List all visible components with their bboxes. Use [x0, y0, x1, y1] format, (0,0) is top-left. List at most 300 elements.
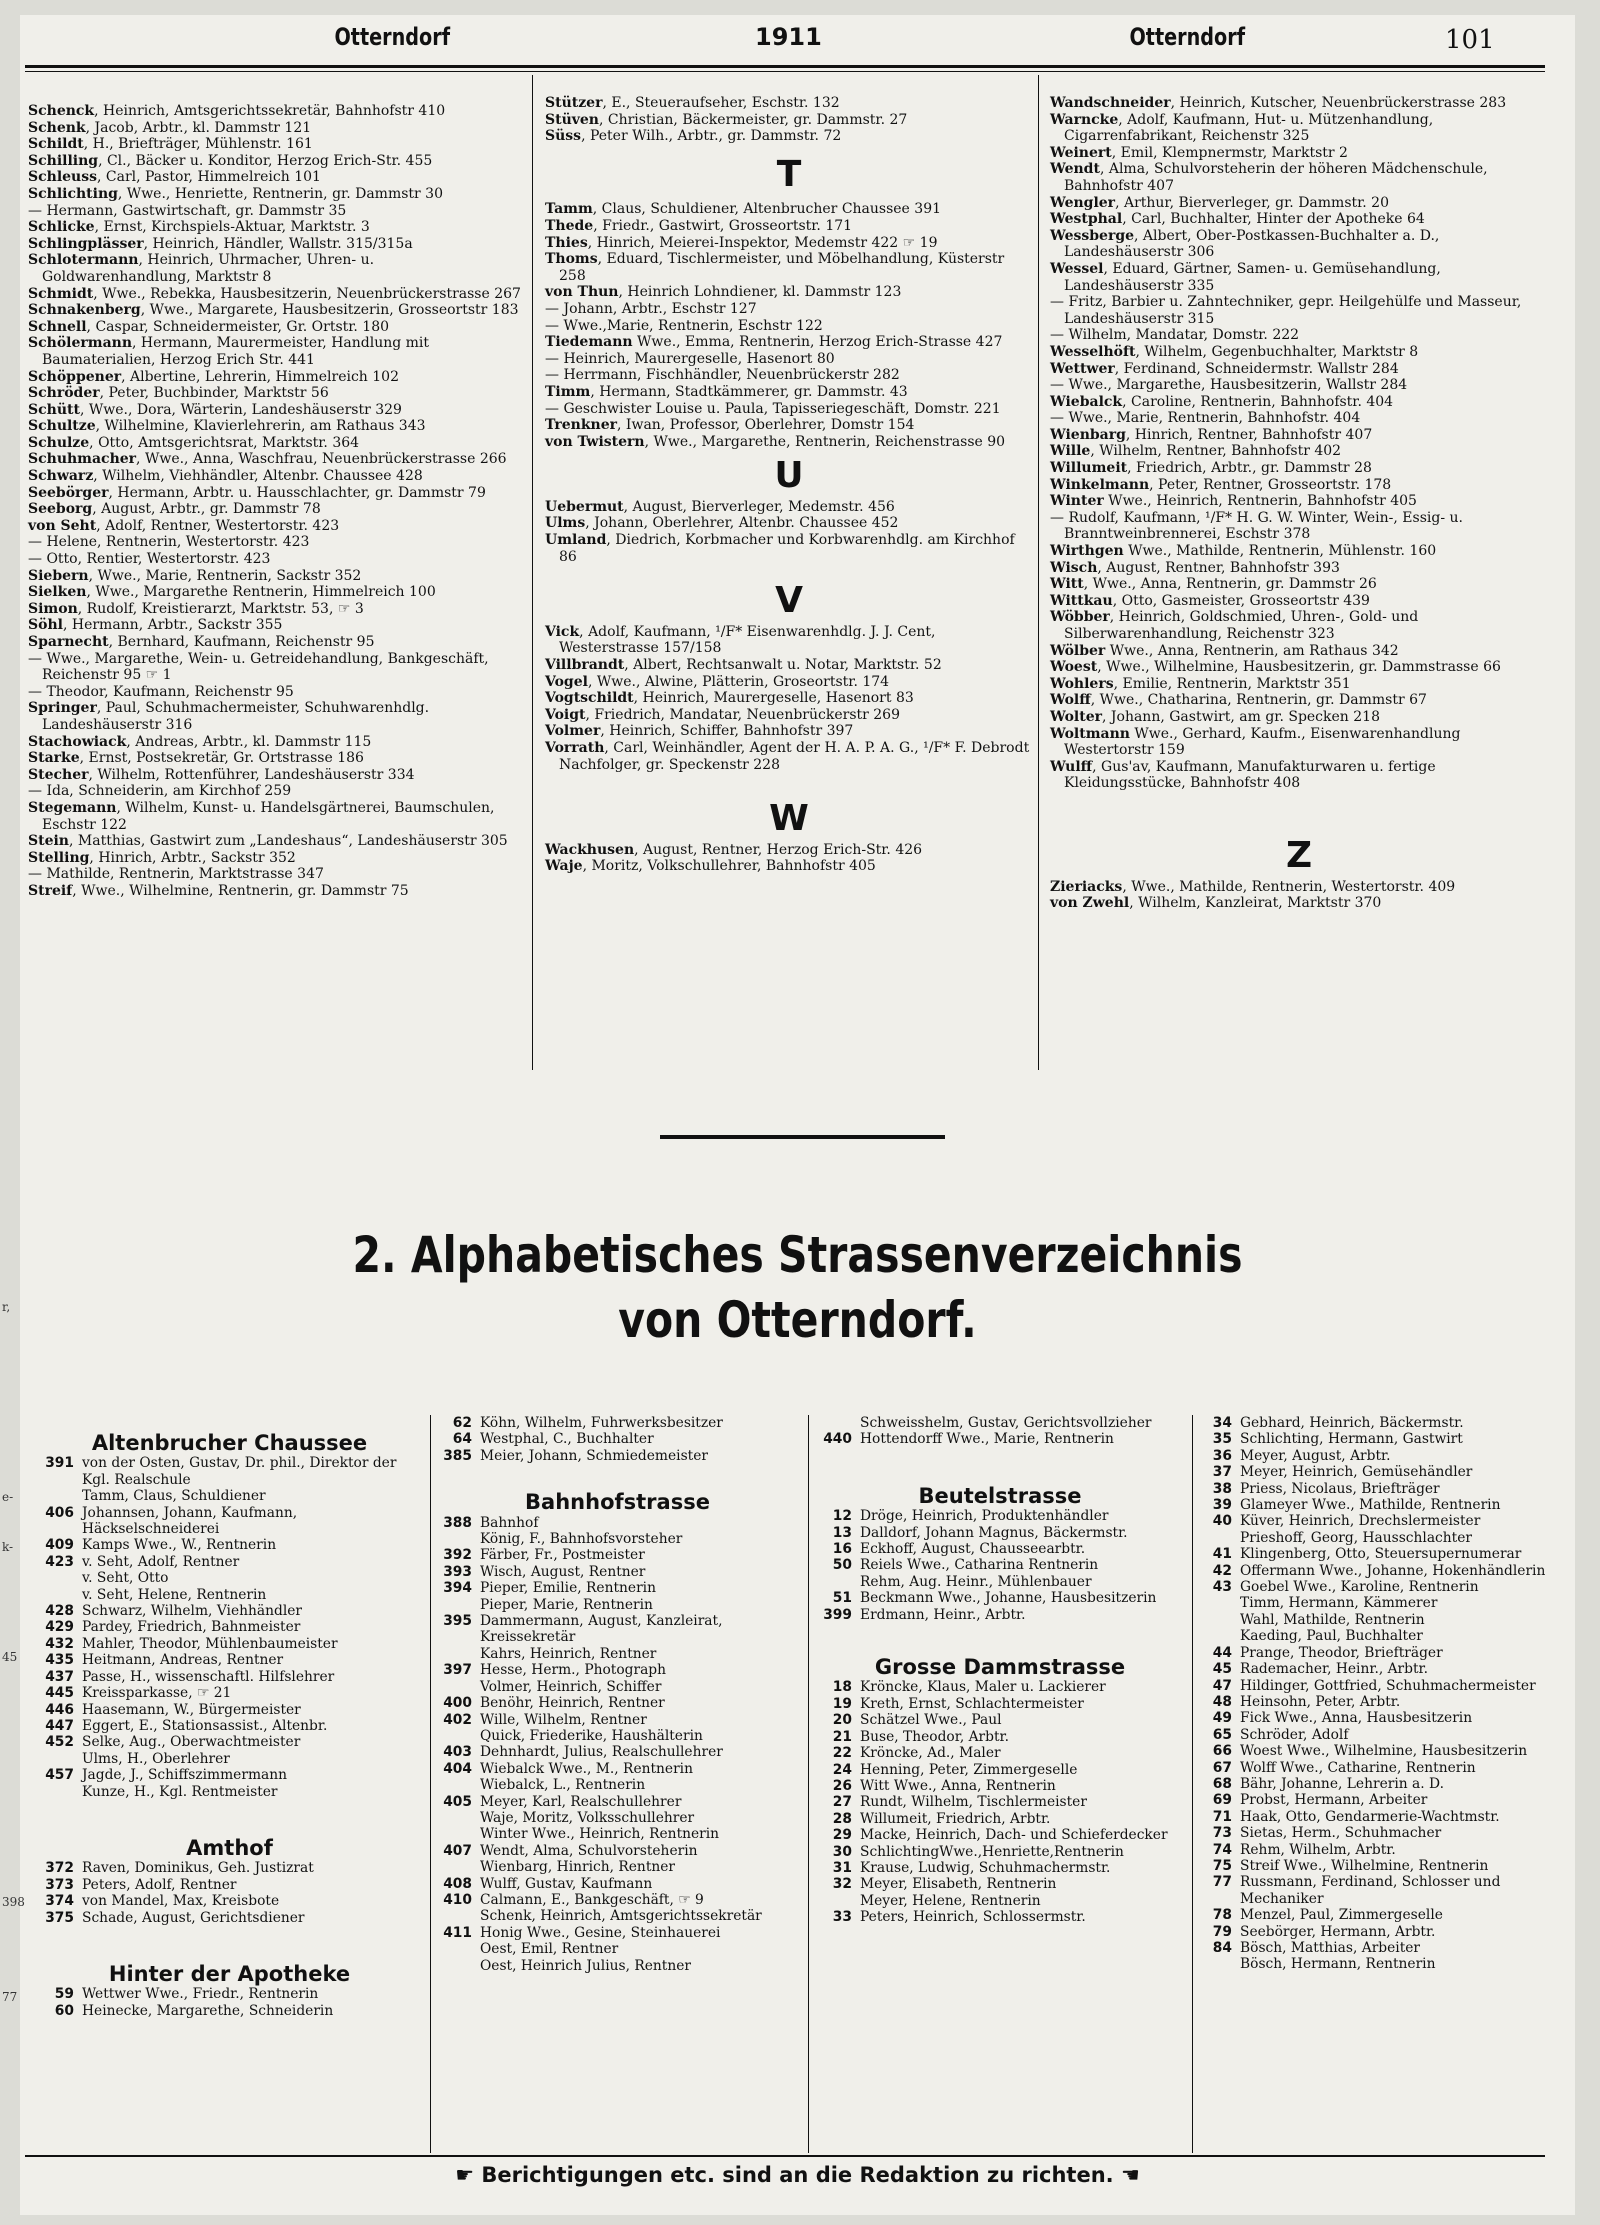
house-number: 410: [443, 1891, 472, 1908]
resident-details: , Ernst, Postsekretär, Gr. Ortstrasse 186: [79, 750, 364, 767]
street-house-row: [1190, 1956, 1570, 1972]
resident-surname: Wohlers: [1050, 675, 1114, 692]
resident-entry: [1050, 394, 1548, 411]
street-house-row: [1190, 1595, 1570, 1611]
resident-entry: [28, 418, 526, 435]
occupant: Wendt, Alma, Schulvorsteherin: [480, 1842, 698, 1859]
occupant: Jagde, J., Schiffszimmermann: [82, 1767, 288, 1784]
resident-entry: [1050, 427, 1548, 444]
resident-details: , Rudolf, Kreistierarzt, Marktstr. 53, ☞ 3: [77, 600, 364, 617]
resident-entry: [28, 203, 526, 220]
occupant: Fick Wwe., Anna, Hausbesitzerin: [1240, 1710, 1473, 1727]
street-house-row: [1190, 1612, 1570, 1628]
resident-entry: [1050, 161, 1548, 194]
street-house-row: [810, 1431, 1190, 1447]
resident-entry: [545, 401, 1033, 418]
resident-entry: [545, 499, 1033, 516]
resident-details: — Ida, Schneiderin, am Kirchhof 259: [28, 783, 292, 800]
resident-surname: Schütt: [28, 401, 80, 418]
resident-details: , Diedrich, Korbmacher und Korbwarenhdlg. am Kirchhof 86: [559, 532, 1015, 565]
house-number: [430, 1859, 480, 1875]
house-number: 41: [1212, 1546, 1232, 1563]
occupant: von Mandel, Max, Kreisbote: [82, 1893, 280, 1910]
resident-surname: Wettwer: [1050, 360, 1115, 377]
house-number: [430, 1810, 480, 1826]
resident-entry: [545, 674, 1033, 691]
street-house-row: [1190, 1628, 1570, 1644]
resident-entry: [1050, 543, 1548, 560]
resident-surname: Schwarz: [28, 468, 94, 485]
resident-entry: [28, 518, 526, 535]
resident-surname: von Seht: [28, 517, 97, 534]
street-house-row: [32, 2003, 427, 2019]
resident-details: , E., Steueraufseher, Eschstr. 132: [602, 95, 840, 111]
resident-entry: [28, 866, 526, 883]
street-heading: Bahnhofstrasse: [525, 1490, 710, 1515]
resident-details: , Wilhelm, Viehhändler, Altenbr. Chaussee 428: [93, 468, 423, 485]
resident-details: , Wwe., Margarethe Rentnerin, Himmelreich 100: [86, 584, 436, 601]
resident-entry: [1050, 145, 1548, 162]
house-number: 26: [832, 1777, 852, 1794]
resident-entry: [1050, 477, 1548, 494]
resident-details: , Heinrich, Kutscher, Neuenbrückerstrasse 283: [1170, 95, 1507, 111]
resident-details: — Helene, Rentnerin, Westertorstr. 423: [28, 534, 310, 551]
occupant: Dehnhardt, Julius, Realschullehrer: [480, 1744, 723, 1761]
house-number: 428: [45, 1603, 74, 1620]
street-house-row: [32, 1537, 427, 1553]
occupant: Bösch, Matthias, Arbeiter: [1240, 1940, 1420, 1956]
street-house-row: [1190, 1464, 1570, 1480]
resident-details: — Wwe., Margarethe, Wein- u. Getreidehandlung, Bankgeschäft, Reichenstr 95 ☞ 1: [28, 650, 489, 684]
street-house-row: [810, 1415, 1190, 1431]
resident-surname: Schildt: [28, 136, 84, 153]
resident-details: , August, Rentner, Bahnhofstr 393: [1097, 559, 1340, 576]
resident-entry: [545, 515, 1033, 532]
resident-details: — Rudolf, Kaufmann, ¹/F* H. G. W. Winter, Wein-, Essig- u. Branntweinbrennerei, Eschstr 378: [1050, 509, 1463, 543]
house-number: 77: [1212, 1874, 1232, 1891]
street-house-row: [32, 1893, 427, 1909]
resident-surname: Umland: [545, 532, 607, 549]
resident-surname: Winter: [1050, 493, 1104, 510]
resident-entry: [28, 335, 526, 368]
house-number: 78: [1212, 1907, 1232, 1924]
resident-details: , Wilhelm, Kanzleirat, Marktstr 370: [1129, 895, 1382, 912]
house-number: 47: [1212, 1677, 1232, 1694]
house-number: 397: [443, 1662, 472, 1679]
resident-surname: Warncke: [1050, 111, 1119, 128]
occupant: Menzel, Paul, Zimmergeselle: [1240, 1907, 1443, 1924]
street-house-row: [810, 1590, 1190, 1606]
occupant: Erdmann, Heinr., Arbtr.: [860, 1606, 1026, 1623]
street-house-row: [1190, 1415, 1570, 1431]
house-number: 406: [45, 1504, 74, 1521]
street-house-row: [1190, 1743, 1570, 1759]
resident-entry: [28, 236, 526, 253]
section-title-line2: von Otterndorf.: [618, 1291, 977, 1349]
resident-details: , Heinrich, Maurergeselle, Hasenort 83: [633, 690, 914, 707]
resident-details: , Peter, Buchbinder, Marktstr 56: [99, 385, 329, 402]
house-number: 31: [832, 1859, 852, 1876]
street-house-row: [1190, 1661, 1570, 1677]
resident-details: , Heinrich, Goldschmied, Uhren-, Gold- und Silberwarenhandlung, Reichenstr 323: [1064, 609, 1419, 642]
resident-details: , Heinrich Lohndiener, kl. Dammstr 123: [618, 284, 902, 301]
street-house-row: [430, 1958, 805, 1974]
resident-entry: [1050, 460, 1548, 477]
house-number: 432: [45, 1635, 74, 1652]
house-number: 452: [45, 1734, 74, 1751]
house-number: 423: [45, 1553, 74, 1570]
resident-entry: [545, 532, 1033, 565]
resident-entry: [28, 601, 526, 618]
street-house-row: [1190, 1678, 1570, 1694]
resident-entry: [28, 319, 526, 336]
resident-surname: Sparnecht: [28, 634, 109, 650]
resident-details: , H., Briefträger, Mühlenstr. 161: [83, 136, 313, 153]
street-house-row: [430, 1810, 805, 1826]
house-number: 79: [1212, 1923, 1232, 1940]
house-number: 408: [443, 1875, 472, 1892]
resident-entry: [1050, 676, 1548, 693]
street-house-row: [430, 1580, 805, 1596]
street-house-row: [430, 1843, 805, 1859]
occupant: Calmann, E., Bankgeschäft, ☞ 9: [480, 1891, 704, 1908]
resident-details: — Heinrich, Maurergeselle, Hasenort 80: [545, 350, 835, 367]
house-number: 38: [1212, 1480, 1232, 1497]
resident-surname: Weinert: [1050, 144, 1112, 161]
resident-surname: Schröder: [28, 385, 100, 402]
resident-entry: [1050, 327, 1548, 344]
house-number: 391: [45, 1455, 74, 1472]
street-house-row: [810, 1762, 1190, 1778]
house-number: 394: [443, 1580, 472, 1597]
street-house-row: [32, 1860, 427, 1876]
house-number: [810, 1893, 860, 1909]
house-number: [430, 1728, 480, 1744]
resident-surname: Schenk: [28, 119, 86, 136]
occupant: Benöhr, Heinrich, Rentner: [480, 1695, 665, 1712]
resident-details: , Albert, Ober-Postkassen-Buchhalter a. D., Landeshäuserstr 306: [1064, 227, 1440, 261]
resident-entry: [28, 103, 526, 120]
resident-entry: [1050, 510, 1548, 543]
resident-details: , Hinrich, Rentner, Bahnhofstr 407: [1125, 426, 1373, 443]
resident-details: , Iwan, Professor, Oberlehrer, Domstr 154: [617, 417, 915, 434]
resident-details: , Wwe., Henriette, Rentnerin, gr. Dammstr 30: [117, 185, 443, 202]
resident-entry: [545, 201, 1033, 218]
resident-details: , Adolf, Kaufmann, Hut- u. Mützenhandlung, Cigarrenfabrikant, Reichenstr 325: [1064, 111, 1434, 145]
occupant: Wulff, Gustav, Kaufmann: [480, 1875, 653, 1892]
resident-details: , Wwe., Alwine, Plätterin, Groseortstr. 174: [587, 673, 890, 690]
resident-surname: Wandschneider: [1050, 95, 1171, 111]
street-house-row: [1190, 1645, 1570, 1661]
resident-surname: Wackhusen: [545, 841, 635, 858]
resident-details: — Wwe.,Marie, Rentnerin, Eschstr 122: [545, 317, 823, 334]
resident-entry: [28, 883, 526, 900]
margin-mark: 45: [2, 1650, 18, 1664]
resident-entry: [1050, 759, 1548, 792]
resident-details: , Hinrich, Meierei-Inspektor, Medemstr 422 ☞ 19: [587, 234, 938, 251]
street-house-row: [430, 1597, 805, 1613]
occupant: Dröge, Heinrich, Produktenhändler: [860, 1508, 1109, 1525]
resident-details: , Eduard, Gärtner, Samen- u. Gemüsehandlung, Landeshäuserstr 335: [1064, 260, 1441, 294]
resident-entry: [545, 723, 1033, 740]
resident-surname: von Zwehl: [1050, 895, 1130, 912]
street-house-row: [430, 1613, 805, 1646]
resident-surname: Schleuss: [28, 169, 97, 186]
resident-entry: [28, 402, 526, 419]
occupant: von der Osten, Gustav, Dr. phil., Direktor der Kgl. Realschule: [82, 1455, 397, 1488]
section-title-line1: 2. Alphabetisches Strassenverzeichnis: [352, 1226, 1243, 1284]
street-house-row: [430, 1515, 805, 1531]
resident-details: , Heinrich, Händler, Wallstr. 315/315a: [143, 235, 413, 252]
occupant: Meyer, Karl, Realschullehrer: [480, 1793, 682, 1810]
resident-entry: [1050, 112, 1548, 145]
occupant: Kunze, H., Kgl. Rentmeister: [82, 1783, 278, 1800]
house-number: 400: [443, 1695, 472, 1712]
street-heading: Beutelstrasse: [918, 1483, 1082, 1508]
house-number: 437: [45, 1668, 74, 1685]
occupant: Beckmann Wwe., Johanne, Hausbesitzerin: [860, 1590, 1157, 1607]
street-house-row: [430, 1415, 805, 1431]
header-rule: [25, 65, 1545, 68]
resident-surname: Vogtschildt: [545, 690, 634, 707]
resident-details: , Carl, Pastor, Himmelreich 101: [96, 169, 321, 186]
resident-entry: [1050, 294, 1548, 327]
resident-surname: Springer: [28, 700, 97, 717]
resident-surname: Wessberge: [1050, 227, 1135, 244]
resident-details: , Emil, Klempnermstr, Marktstr 2: [1111, 144, 1348, 161]
resident-details: , Caroline, Rentnerin, Bahnhofstr. 404: [1122, 393, 1394, 410]
occupant: Macke, Heinrich, Dach- und Schieferdecker: [860, 1827, 1168, 1844]
occupant: Pieper, Emilie, Rentnerin: [480, 1580, 656, 1597]
resident-entry: [1050, 643, 1548, 660]
street-house-row: [430, 1712, 805, 1728]
resident-details: Wwe., Anna, Rentnerin, am Rathaus 342: [1105, 642, 1399, 659]
resident-details: , Hermann, Arbtr., Sackstr 355: [62, 617, 283, 634]
house-number: 48: [1212, 1693, 1232, 1710]
street-house-row: [32, 1554, 427, 1570]
running-head-year: 1911: [755, 23, 822, 51]
resident-surname: Schenck: [28, 103, 95, 119]
occupant: Heinecke, Margarethe, Schneiderin: [82, 2002, 334, 2019]
street-house-row: [1190, 1924, 1570, 1940]
occupant: Russmann, Ferdinand, Schlosser und Mechaniker: [1240, 1874, 1501, 1907]
resident-details: , Caspar, Schneidermeister, Gr. Ortstr. 180: [86, 318, 390, 335]
resident-surname: Stecher: [28, 766, 89, 783]
occupant: Westphal, C., Buchhalter: [480, 1431, 654, 1448]
house-number: 18: [832, 1679, 852, 1696]
resident-details: — Fritz, Barbier u. Zahntechniker, gepr. Heilgehülfe und Masseur, Landeshäuserstr 315: [1050, 294, 1522, 327]
resident-details: , Hermann, Stadtkämmerer, gr. Dammstr. 43: [590, 383, 908, 400]
resident-entry: [545, 434, 1033, 451]
house-number: 71: [1212, 1808, 1232, 1825]
footer-notice: ☛ Berichtigungen etc. sind an die Redaktion zu richten. ☚: [455, 2163, 1140, 2187]
house-number: 44: [1212, 1644, 1232, 1661]
resident-surname: Stegemann: [28, 799, 117, 816]
street-house-row: [1190, 1448, 1570, 1464]
house-number: 51: [832, 1590, 852, 1607]
house-number: 37: [1212, 1464, 1232, 1481]
resident-entry: [545, 301, 1033, 318]
occupant: Eggert, E., Stationsassist., Altenbr.: [82, 1717, 328, 1734]
resident-entry: [1050, 228, 1548, 261]
resident-entry: [545, 251, 1033, 284]
resident-entry: [545, 128, 1033, 145]
occupant: Winter Wwe., Heinrich, Rentnerin: [480, 1826, 720, 1843]
resident-details: , Wilhelm, Rentner, Bahnhofstr 402: [1090, 443, 1342, 460]
resident-surname: Uebermut: [545, 498, 624, 515]
occupant: Rundt, Wilhelm, Tischlermeister: [860, 1794, 1087, 1811]
house-number: [810, 1574, 860, 1590]
occupant: Wahl, Mathilde, Rentnerin: [1240, 1611, 1425, 1628]
street-house-row: [810, 1679, 1190, 1695]
margin-mark: r,: [2, 1300, 11, 1314]
occupant: Prange, Theodor, Briefträger: [1240, 1644, 1443, 1661]
resident-entry: [545, 417, 1033, 434]
occupant: Schätzel Wwe., Paul: [860, 1712, 1002, 1729]
house-number: 393: [443, 1563, 472, 1580]
resident-details: , August, Rentner, Herzog Erich-Str. 426: [634, 841, 923, 858]
resident-surname: Voigt: [545, 706, 586, 723]
street-house-row: [430, 1744, 805, 1760]
resident-surname: Wengler: [1050, 194, 1116, 211]
occupant: Meyer, August, Arbtr.: [1240, 1447, 1391, 1464]
resident-details: , Andreas, Arbtr., kl. Dammstr 115: [126, 733, 372, 750]
section-divider: [660, 1135, 945, 1139]
occupant: Färber, Fr., Postmeister: [480, 1547, 645, 1564]
occupant: Bösch, Hermann, Rentnerin: [1240, 1956, 1436, 1973]
occupant: Volmer, Heinrich, Schiffer: [480, 1678, 662, 1695]
resident-surname: Seeborg: [28, 501, 93, 518]
street-house-row: [810, 1745, 1190, 1761]
street-house-row: [810, 1876, 1190, 1892]
resident-details: , Wwe., Wilhelmine, Rentnerin, gr. Dammstr 75: [72, 882, 409, 899]
resident-surname: Wienbarg: [1050, 426, 1126, 443]
occupant: Priess, Nicolaus, Briefträger: [1240, 1480, 1440, 1497]
resident-details: , Gus'av, Kaufmann, Manufakturwaren u. fertige Kleidungsstücke, Bahnhofstr 408: [1064, 758, 1436, 792]
street-house-row: [810, 1607, 1190, 1623]
occupant: Küver, Heinrich, Drechslermeister: [1240, 1513, 1481, 1530]
street-house-row: [810, 1508, 1190, 1524]
resident-entry: [28, 120, 526, 137]
occupant: Wettwer Wwe., Friedr., Rentnerin: [82, 1986, 319, 2003]
margin-mark: k-: [2, 1540, 14, 1554]
occupant: Witt Wwe., Anna, Rentnerin: [860, 1777, 1056, 1794]
house-number: 19: [832, 1695, 852, 1712]
street-house-row: [430, 1646, 805, 1662]
resident-details: , Adolf, Kaufmann, ¹/F* Eisenwarenhdlg. J. J. Cent, Westerstrasse 157/158: [559, 623, 936, 657]
occupant: v. Seht, Adolf, Rentner: [82, 1553, 240, 1570]
house-number: 20: [832, 1712, 852, 1729]
occupant: Raven, Dominikus, Geh. Justizrat: [82, 1860, 314, 1877]
resident-details: , Wwe., Wilhelmine, Hausbesitzerin, gr. Dammstrasse 66: [1097, 659, 1501, 676]
occupant: Sietas, Herm., Schuhmacher: [1240, 1825, 1442, 1842]
occupant: Reiels Wwe., Catharina Rentnerin: [860, 1557, 1099, 1574]
house-number: 446: [45, 1701, 74, 1718]
resident-details: , Paul, Schuhmachermeister, Schuhwarenhdlg. Landeshäuserstr 316: [42, 700, 430, 733]
resident-entry: [28, 850, 526, 867]
resident-details: , Jacob, Arbtr., kl. Dammstr 121: [85, 119, 312, 136]
street-house-row: [1190, 1940, 1570, 1956]
resident-details: , Ferdinand, Schneidermstr. Wallstr 284: [1114, 360, 1399, 377]
resident-details: Wwe., Gerhard, Kaufm., Eisenwarenhandlung Westertorstr 159: [1064, 725, 1461, 759]
resident-details: , Wwe., Anna, Waschfrau, Neuenbrückerstrasse 266: [136, 451, 507, 468]
resident-entry: [545, 318, 1033, 335]
resident-details: , Eduard, Tischlermeister, und Möbelhandlung, Küsterstr 258: [559, 251, 1005, 284]
occupant: König, F., Bahnhofsvorsteher: [480, 1531, 683, 1548]
resident-entry: [28, 385, 526, 402]
resident-details: — Theodor, Kaufmann, Reichenstr 95: [28, 683, 294, 700]
street-house-row: [1190, 1546, 1570, 1562]
street-house-row: [430, 1859, 805, 1875]
occupant: Schenk, Heinrich, Amtsgerichtssekretär: [480, 1908, 762, 1925]
resident-surname: Simon: [28, 600, 78, 617]
resident-surname: Timm: [545, 383, 591, 400]
street-house-row: [810, 1909, 1190, 1925]
header-rule-thin: [25, 71, 1545, 72]
resident-entry: [28, 734, 526, 751]
resident-entry: [28, 501, 526, 518]
street-house-row: [810, 1811, 1190, 1827]
house-number: 399: [823, 1606, 852, 1623]
house-number: [810, 1415, 860, 1431]
house-number: [430, 1531, 480, 1547]
resident-entry: [1050, 692, 1548, 709]
resident-entry: [28, 634, 526, 651]
resident-surname: Stachowiack: [28, 733, 127, 750]
occupant: Oest, Emil, Rentner: [480, 1941, 619, 1958]
resident-details: , Emilie, Rentnerin, Marktstr 351: [1113, 675, 1351, 692]
resident-details: , Albert, Rechtsanwalt u. Notar, Marktstr. 52: [624, 657, 942, 674]
street-house-row: [430, 1531, 805, 1547]
occupant: Tamm, Claus, Schuldiener: [82, 1488, 266, 1505]
house-number: 42: [1212, 1562, 1232, 1579]
resident-entry: [1050, 261, 1548, 294]
resident-entry: [28, 369, 526, 386]
resident-details: , Christian, Bäckermeister, gr. Dammstr. 27: [598, 111, 908, 128]
street-house-row: [32, 1636, 427, 1652]
resident-details: , Hinrich, Arbtr., Sackstr 352: [89, 849, 296, 866]
street-house-row: [1190, 1530, 1570, 1546]
resident-surname: Ulms: [545, 515, 586, 532]
resident-details: , Peter, Rentner, Grosseortstr. 178: [1149, 476, 1392, 493]
resident-details: , Bernhard, Kaufmann, Reichenstr 95: [108, 634, 375, 650]
resident-details: , Peter Wilh., Arbtr., gr. Dammstr. 72: [581, 128, 842, 145]
occupant: Pardey, Friedrich, Bahnmeister: [82, 1619, 301, 1636]
occupant: Wiebalck Wwe., M., Rentnerin: [480, 1760, 693, 1777]
resident-surname: Schnakenberg: [28, 302, 141, 319]
house-number: [430, 1679, 480, 1695]
resident-surname: Schmidt: [28, 285, 94, 302]
occupant: Meyer, Heinrich, Gemüsehändler: [1240, 1464, 1473, 1481]
resident-details: , Heinrich, Schiffer, Bahnhofstr 397: [600, 723, 854, 740]
occupant: Wolff Wwe., Catharine, Rentnerin: [1240, 1759, 1476, 1776]
resident-surname: Schilling: [28, 152, 99, 169]
resident-surname: Willumeit: [1050, 460, 1128, 477]
house-number: 75: [1212, 1857, 1232, 1874]
house-number: 43: [1212, 1579, 1232, 1596]
occupant: Gebhard, Heinrich, Bäckermstr.: [1240, 1415, 1464, 1431]
resident-entry: [545, 218, 1033, 235]
occupant: Meyer, Helene, Rentnerin: [860, 1892, 1041, 1909]
resident-entry: [28, 568, 526, 585]
street-house-row: [810, 1893, 1190, 1909]
resident-entry: [1050, 593, 1548, 610]
occupant: Honig Wwe., Gesine, Steinhauerei: [480, 1924, 721, 1941]
occupant: Kamps Wwe., W., Rentnerin: [82, 1537, 277, 1554]
resident-entry: [1050, 659, 1548, 676]
resident-surname: Wirthgen: [1050, 543, 1124, 560]
house-number: 62: [452, 1415, 472, 1431]
